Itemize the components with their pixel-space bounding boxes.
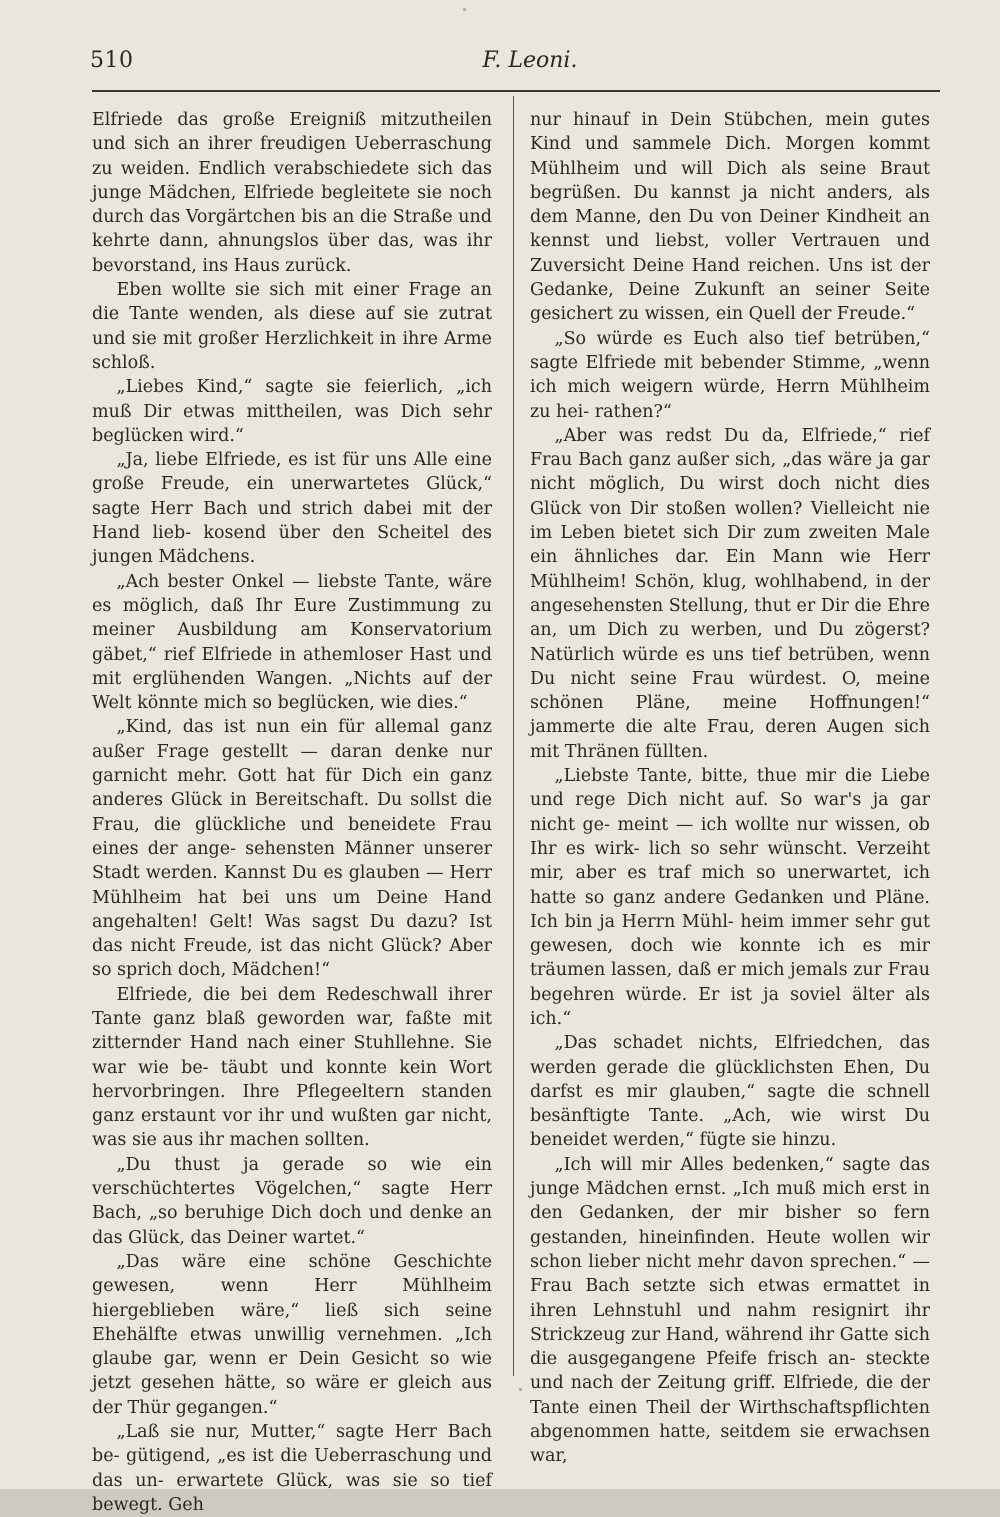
- column-divider: [513, 96, 514, 1376]
- paper-speck: [463, 8, 466, 11]
- right-text-column: [530, 108, 930, 1467]
- paragraph: „Ja, liebe Elfriede, es ist für uns Alle eine große Freude, ein unerwartetes Glück,“ sagte Herr Bach und strich dabei mit der Hand lieb- kosend über den Scheitel des jungen Mädchens.: [92, 450, 492, 568]
- paragraph: „Liebste Tante, bitte, thue mir die Liebe und rege Dich nicht auf. So war's ja gar nicht ge- meint — ich wollte nur wissen, ob Ihr es wirk- lich so sehr wünscht. Verzeiht mir, aber es traf mich so unerwartet, ich hatte so ganz andere Gedanken und Pläne. Ich bin ja Herrn Mühl- heim immer sehr gut gewesen, doch wie konnte ich es mir träumen lassen, daß er mich jemals zur Frau begehren würde. Er ist ja soviel älter als ich.“: [530, 766, 930, 1029]
- paragraph: Elfriede das große Ereigniß mitzutheilen und sich an ihrer freudigen Ueberraschung zu weiden. Endlich verabschiedete sich das junge Mädchen, Elfriede begleitete sie noch durch das Vorgärtchen bis an die Straße und kehrte dann, ahnungslos über das, was ihr bevorstand, ins Haus zurück.: [92, 110, 492, 276]
- paragraph: nur hinauf in Dein Stübchen, mein gutes Kind und sammele Dich. Morgen kommt Mühlheim und will Dich als seine Braut begrüßen. Du kannst ja nicht anders, als dem Manne, den Du von Deiner Kindheit an kennst und liebst, voller Vertrauen und Zuversicht Deine Hand reichen. Uns ist der Gedanke, Deine Zukunft an seiner Seite gesichert zu wissen, ein Quell der Freude.“: [530, 110, 930, 325]
- paragraph: „So würde es Euch also tief betrüben,“ sagte Elfriede mit bebender Stimme, „wenn ich mich weigern würde, Herrn Mühlheim zu hei- rathen?“: [530, 328, 930, 422]
- running-head: [90, 48, 940, 78]
- paragraph: „Du thust ja gerade so wie ein verschüchtertes Vögelchen,“ sagte Herr Bach, „so beruhige Dich doch und denke an das Glück, das Deiner wartet.“: [92, 1154, 492, 1248]
- paragraph: „Liebes Kind,“ sagte sie feierlich, „ich muß Dir etwas mittheilen, was Dich sehr beglücken wird.“: [92, 377, 492, 446]
- paragraph: „Ach bester Onkel — liebste Tante, wäre es möglich, daß Ihr Eure Zustimmung zu meiner Ausbildung am Konservatorium gäbet,“ rief Elfriede in athemloser Hast und mit erglühenden Wangen. „Nichts auf der Welt könnte mich so beglücken, wie dies.“: [92, 571, 492, 714]
- paragraph: „Aber was redst Du da, Elfriede,“ rief Frau Bach ganz außer sich, „das wäre ja gar nicht möglich, Du wirst doch nicht dies Glück von Dir stoßen wollen? Vielleicht nie im Leben bietet sich Dir zum zweiten Male ein ähnliches dar. Ein Mann wie Herr Mühlheim! Schön, klug, wohlhabend, in der angesehensten Stellung, thut er Dir die Ehre an, um Dich zu werben, und Du zögerst? Natürlich würde es uns tief betrüben, wenn Du nicht seine Frau würdest. O, meine schönen Pläne, meine Hoffnungen!“ jammerte die alte Frau, deren Augen sich mit Thränen füllten.: [530, 425, 930, 762]
- paragraph: „Das schadet nichts, Elfriedchen, das werden gerade die glücklichsten Ehen, Du darfst es mir glauben,“ sagte die schnell besänftigte Tante. „Ach, wie wirst Du beneidet werden,“ fügte sie hinzu.: [530, 1033, 930, 1151]
- paragraph: Eben wollte sie sich mit einer Frage an die Tante wenden, als diese auf sie zutrat und sie mit großer Herzlichkeit in ihre Arme schloß.: [92, 280, 492, 373]
- paragraph: „Laß sie nur, Mutter,“ sagte Herr Bach be- gütigend, „es ist die Ueberraschung und das un- erwartete Glück, was sie so tief bewegt. Geh: [92, 1422, 492, 1515]
- paper-speck: [519, 1388, 522, 1391]
- paragraph: „Kind, das ist nun ein für allemal ganz außer Frage gestellt — daran denke nur garnicht mehr. Gott hat für Dich ein ganz anderes Glück in Bereitschaft. Du sollst die Frau, die glückliche und beneidete Frau eines der ange- sehensten Männer unserer Stadt werden. Kannst Du es glauben — Herr Mühlheim hat bei uns um Deine Hand angehalten! Gelt! Was sagst Du dazu? Ist das nicht Freude, ist das nicht Glück? Aber so sprich doch, Mädchen!“: [92, 717, 492, 981]
- left-text-column: [92, 108, 492, 1515]
- paragraph: „Ich will mir Alles bedenken,“ sagte das junge Mädchen ernst. „Ich muß mich erst in den Gedanken, der mir bisher so fern gestanden, hineinfinden. Heute wollen wir schon lieber nicht mehr davon sprechen.“ — Frau Bach setzte sich etwas ermattet in ihren Lehnstuhl und nahm resignirt ihr Strickzeug zur Hand, während ihr Gatte sich die ausgegangene Pfeife frisch an- steckte und nach der Zeitung griff. Elfriede, die der Tante einen Theil der Wirthschaftspflichten abgenommen hatte, seitdem sie erwachsen war,: [530, 1154, 930, 1467]
- header-rule: [92, 90, 940, 92]
- paragraph: Elfriede, die bei dem Redeschwall ihrer Tante ganz blaß geworden war, faßte mit zitternder Hand nach einer Stuhllehne. Sie war wie be- täubt und konnte kein Wort hervorbringen. Ihre Pflegeeltern standen ganz erstaunt vor ihr und wußten gar nicht, was sie aus ihr machen sollten.: [92, 984, 492, 1151]
- page-number: 510: [90, 48, 134, 73]
- paragraph: „Das wäre eine schöne Geschichte gewesen, wenn Herr Mühlheim hiergeblieben wäre,“ ließ sich seine Ehehälfte etwas unwillig vernehmen. „Ich glaube gar, wenn er Dein Gesicht so wie jetzt gesehen hätte, so wäre er gleich aus der Thür gegangen.“: [92, 1251, 492, 1418]
- running-head-author: F. Leoni.: [482, 48, 578, 73]
